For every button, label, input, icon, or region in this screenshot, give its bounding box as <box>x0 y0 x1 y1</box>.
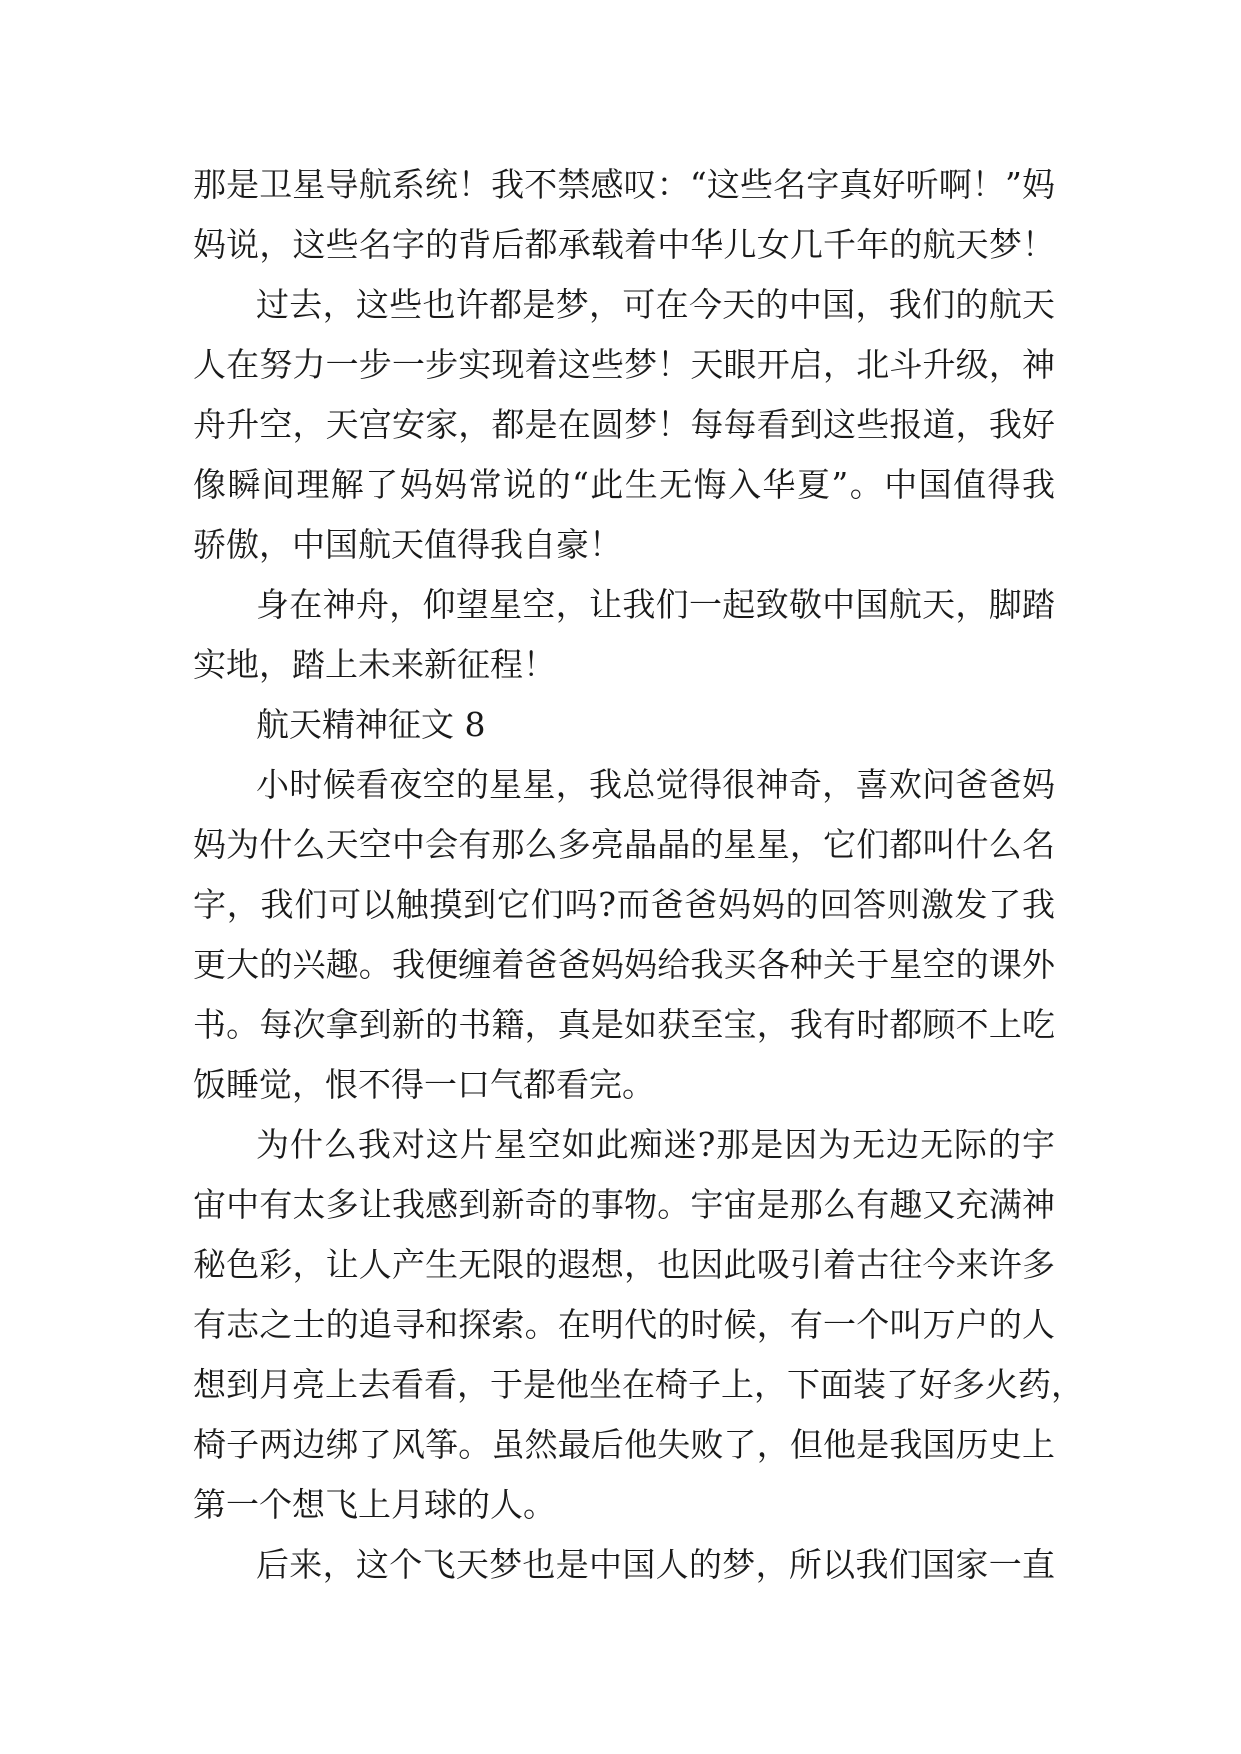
section-heading: 航天精神征文 8 <box>256 705 486 744</box>
text-line: 宙中有太多让我感到新奇的事物。宇宙是那么有趣又充满神 <box>193 1185 1055 1224</box>
text-line: 想到月亮上去看看，于是他坐在椅子上，下面装了好多火药， <box>193 1365 1084 1404</box>
text-line: 像瞬间理解了妈妈常说的“此生无悔入华夏”。中国值得我 <box>193 465 1055 504</box>
paragraph-start-line: 后来，这个飞天梦也是中国人的梦，所以我们国家一直 <box>256 1545 1055 1584</box>
paragraph-start-line: 小时候看夜空的星星，我总觉得很神奇，喜欢问爸爸妈 <box>256 765 1055 804</box>
text-line: 实地，踏上未来新征程！ <box>193 645 556 684</box>
text-line: 椅子两边绑了风筝。虽然最后他失败了，但他是我国历史上 <box>193 1425 1055 1464</box>
text-line: 那是卫星导航系统！我不禁感叹：“这些名字真好听啊！”妈 <box>193 165 1055 204</box>
text-line: 人在努力一步一步实现着这些梦！天眼开启，北斗升级，神 <box>193 345 1055 384</box>
text-line: 舟升空，天宫安家，都是在圆梦！每每看到这些报道，我好 <box>193 405 1055 444</box>
paragraph-start-line: 为什么我对这片星空如此痴迷?那是因为无边无际的宇 <box>256 1125 1055 1164</box>
text-line: 字，我们可以触摸到它们吗?而爸爸妈妈的回答则激发了我 <box>193 885 1055 924</box>
text-line: 妈说，这些名字的背后都承载着中华儿女几千年的航天梦！ <box>193 225 1055 264</box>
text-line: 饭睡觉，恨不得一口气都看完。 <box>193 1065 655 1104</box>
text-line: 更大的兴趣。我便缠着爸爸妈妈给我买各种关于星空的课外 <box>193 945 1055 984</box>
text-line: 有志之士的追寻和探索。在明代的时候，有一个叫万户的人 <box>193 1305 1055 1344</box>
paragraph-start-line: 过去，这些也许都是梦，可在今天的中国，我们的航天 <box>256 285 1055 324</box>
text-line: 第一个想飞上月球的人。 <box>193 1485 556 1524</box>
text-line: 秘色彩，让人产生无限的遐想，也因此吸引着古往今来许多 <box>193 1245 1055 1284</box>
text-line: 妈为什么天空中会有那么多亮晶晶的星星，它们都叫什么名 <box>193 825 1055 864</box>
paragraph-start-line: 身在神舟，仰望星空，让我们一起致敬中国航天，脚踏 <box>256 585 1055 624</box>
text-line: 骄傲，中国航天值得我自豪！ <box>193 525 622 564</box>
text-line: 书。每次拿到新的书籍，真是如获至宝，我有时都顾不上吃 <box>193 1005 1055 1044</box>
